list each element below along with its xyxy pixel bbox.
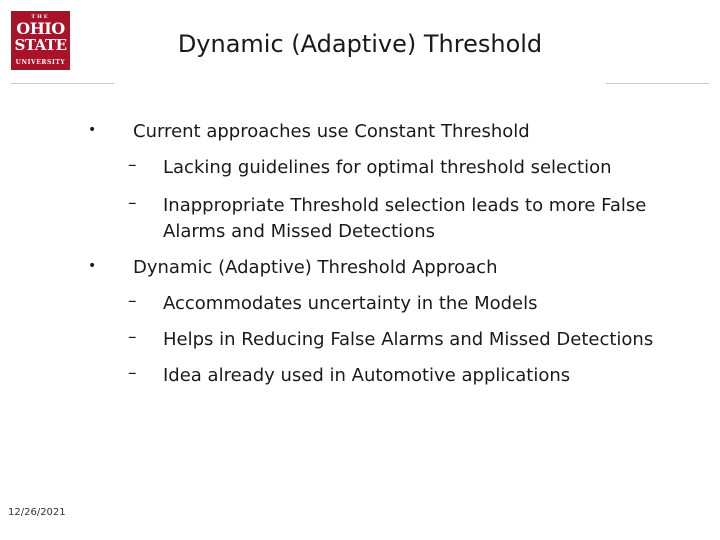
title-divider-left (11, 83, 114, 84)
bullet-2-sub-1-line-1: Accommodates uncertainty in the Models (163, 293, 538, 314)
bullet-2-text: Dynamic (Adaptive) Threshold Approach (133, 257, 498, 278)
dash-marker: – (128, 193, 137, 213)
bullet-1-sub-2-line-1: Inappropriate Threshold selection leads to more False (163, 195, 647, 216)
logo-university-text: UNIVERSITY (15, 59, 66, 66)
logo-state-text: STATE (14, 36, 67, 54)
footer-date: 12/26/2021 (8, 507, 66, 518)
logo-ohio-text: OHIO (16, 19, 65, 38)
dash-marker: – (128, 327, 137, 347)
bullet-1-sub-1-line-1: Lacking guidelines for optimal threshold selection (163, 157, 612, 178)
bullet-1-text: Current approaches use Constant Threshold (133, 121, 530, 142)
dash-marker: – (128, 291, 137, 311)
title-divider-right (606, 83, 709, 84)
slide-title: Dynamic (Adaptive) Threshold (177, 30, 543, 58)
bullet-2-sub-2-line-1: Helps in Reducing False Alarms and Missed Detections (163, 329, 654, 350)
ohio-state-logo (11, 11, 70, 70)
dash-marker: – (128, 363, 137, 383)
bullet-2-sub-3-line-1: Idea already used in Automotive applications (163, 365, 571, 386)
logo-the-text: THE (31, 14, 50, 20)
bullet-1-sub-2-line-2: Alarms and Missed Detections (163, 221, 435, 242)
dash-marker: – (128, 155, 137, 175)
bullet-marker: • (88, 122, 97, 138)
bullet-marker: • (88, 258, 97, 274)
